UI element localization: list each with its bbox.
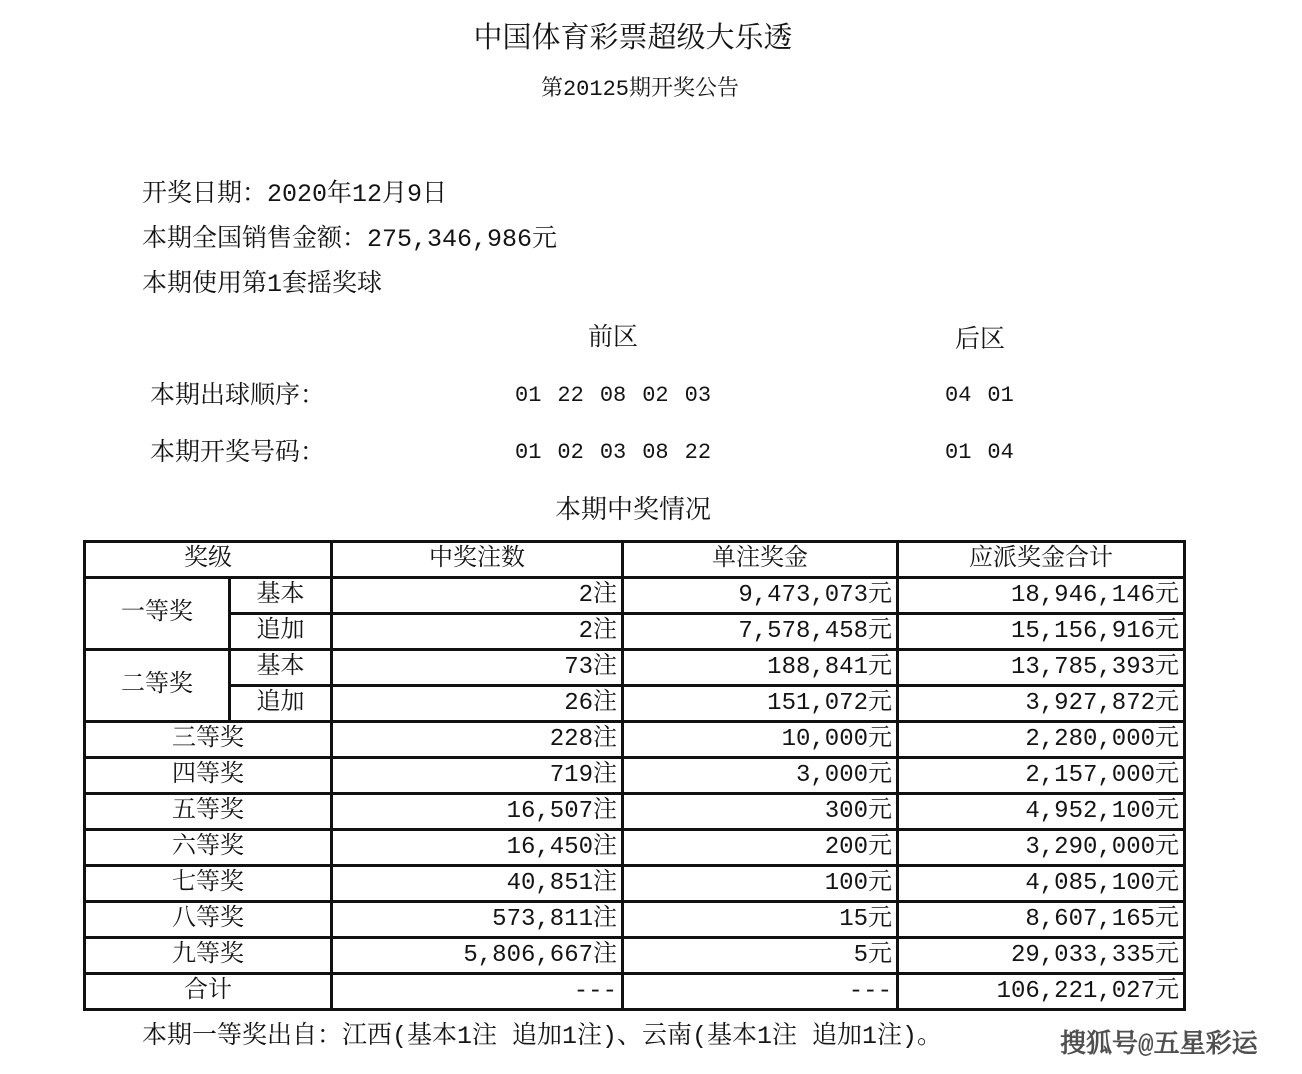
- page-title: 中国体育彩票超级大乐透: [473, 23, 793, 56]
- table-row: [85, 686, 1185, 722]
- prize-subtype-cell: 追加: [230, 686, 332, 722]
- summary-row: [85, 974, 1185, 1010]
- draw-order-front-numbers: [515, 385, 711, 407]
- prize-subtype-cell: 基本: [230, 650, 332, 686]
- table-row: [85, 902, 1185, 938]
- table-row: [85, 938, 1185, 974]
- winning-count-cell: 573,811注: [332, 902, 623, 938]
- prize-level-cell: 五等奖: [85, 794, 332, 830]
- ball-number: 08: [599, 383, 627, 408]
- ball-number: 01: [987, 383, 1014, 408]
- ball-set: 本期使用第1套摇奖球: [142, 270, 383, 299]
- prize-level-cell: 三等奖: [85, 722, 332, 758]
- prize-level-cell: 四等奖: [85, 758, 332, 794]
- winning-count-cell: 16,450注: [332, 830, 623, 866]
- prize-level-cell: 一等奖: [85, 578, 230, 650]
- total-prize-cell: 3,927,872元: [898, 686, 1185, 722]
- winning-count-cell: 228注: [332, 722, 623, 758]
- table-row: [85, 794, 1185, 830]
- draw-date: 开奖日期：2020年12月9日: [142, 180, 448, 209]
- prize-section-title: 本期中奖情况: [554, 496, 711, 526]
- unit-prize-cell: 151,072元: [623, 686, 898, 722]
- ball-number: 02: [642, 383, 669, 408]
- ball-number: 04: [987, 440, 1014, 465]
- ball-number: 22: [684, 440, 712, 465]
- total-prize-cell: 18,946,146元: [898, 578, 1185, 614]
- ball-number: 01: [945, 440, 972, 465]
- unit-prize-cell: 300元: [623, 794, 898, 830]
- unit-prize-cell: 100元: [623, 866, 898, 902]
- total-prize-cell: 8,607,165元: [898, 902, 1185, 938]
- total-prize-cell: 2,280,000元: [898, 722, 1185, 758]
- prize-level-cell: 七等奖: [85, 866, 332, 902]
- total-prize-cell: 13,785,393元: [898, 650, 1185, 686]
- prize-level-cell: 九等奖: [85, 938, 332, 974]
- col-header-level: 奖级: [85, 542, 332, 578]
- winning-count-cell: 73注: [332, 650, 623, 686]
- unit-prize-cell: 5元: [623, 938, 898, 974]
- prize-subtype-cell: 基本: [230, 578, 332, 614]
- watermark: 搜狐号@五星彩运: [1060, 1030, 1258, 1060]
- prize-level-cell: 六等奖: [85, 830, 332, 866]
- prize-table: [83, 540, 1186, 1011]
- col-header-total-prize: 应派奖金合计: [898, 542, 1185, 578]
- first-prize-origin-note: 本期一等奖出自：江西(基本1注 追加1注)、云南(基本1注 追加1注)。: [142, 1022, 943, 1051]
- winning-count-cell: 16,507注: [332, 794, 623, 830]
- winning-count-cell: 2注: [332, 614, 623, 650]
- total-prize-cell: 4,952,100元: [898, 794, 1185, 830]
- ball-number: 02: [557, 440, 584, 465]
- unit-prize-cell: 200元: [623, 830, 898, 866]
- sales-amount: 本期全国销售金额：275,346,986元: [142, 225, 558, 254]
- issue-subtitle: 第20125期开奖公告: [540, 77, 739, 102]
- summary-unit-cell: ---: [623, 974, 898, 1010]
- draw-order-label: 本期出球顺序：: [150, 382, 326, 411]
- ball-number: 03: [684, 383, 712, 408]
- col-header-unit-prize: 单注奖金: [623, 542, 898, 578]
- total-prize-cell: 4,085,100元: [898, 866, 1185, 902]
- table-header-row: [85, 542, 1185, 578]
- ball-number: 08: [642, 440, 669, 465]
- total-prize-cell: 3,290,000元: [898, 830, 1185, 866]
- ball-number: 22: [557, 383, 584, 408]
- back-zone-label: 后区: [955, 326, 1006, 355]
- table-row: [85, 650, 1185, 686]
- winning-count-cell: 719注: [332, 758, 623, 794]
- col-header-count: 中奖注数: [332, 542, 623, 578]
- total-prize-cell: 2,157,000元: [898, 758, 1185, 794]
- ball-number: 01: [515, 440, 542, 465]
- winning-numbers-label: 本期开奖号码：: [150, 439, 326, 468]
- front-zone-label: 前区: [588, 324, 639, 353]
- summary-total-cell: 106,221,027元: [898, 974, 1185, 1010]
- summary-label-cell: 合计: [85, 974, 332, 1010]
- ball-number: 03: [599, 440, 627, 465]
- prize-level-cell: 二等奖: [85, 650, 230, 722]
- ball-number: 04: [945, 383, 972, 408]
- table-row: [85, 758, 1185, 794]
- total-prize-cell: 29,033,335元: [898, 938, 1185, 974]
- winning-front-numbers: [515, 442, 711, 464]
- unit-prize-cell: 10,000元: [623, 722, 898, 758]
- prize-level-cell: 八等奖: [85, 902, 332, 938]
- unit-prize-cell: 9,473,073元: [623, 578, 898, 614]
- table-row: [85, 578, 1185, 614]
- table-row: [85, 722, 1185, 758]
- unit-prize-cell: 188,841元: [623, 650, 898, 686]
- table-row: [85, 866, 1185, 902]
- winning-count-cell: 26注: [332, 686, 623, 722]
- unit-prize-cell: 7,578,458元: [623, 614, 898, 650]
- table-row: [85, 614, 1185, 650]
- total-prize-cell: 15,156,916元: [898, 614, 1185, 650]
- winning-count-cell: 5,806,667注: [332, 938, 623, 974]
- winning-count-cell: 2注: [332, 578, 623, 614]
- winning-count-cell: 40,851注: [332, 866, 623, 902]
- unit-prize-cell: 15元: [623, 902, 898, 938]
- prize-subtype-cell: 追加: [230, 614, 332, 650]
- ball-number: 01: [515, 383, 542, 408]
- table-row: [85, 830, 1185, 866]
- winning-back-numbers: [945, 442, 1014, 464]
- summary-count-cell: ---: [332, 974, 623, 1010]
- draw-order-back-numbers: [945, 385, 1014, 407]
- unit-prize-cell: 3,000元: [623, 758, 898, 794]
